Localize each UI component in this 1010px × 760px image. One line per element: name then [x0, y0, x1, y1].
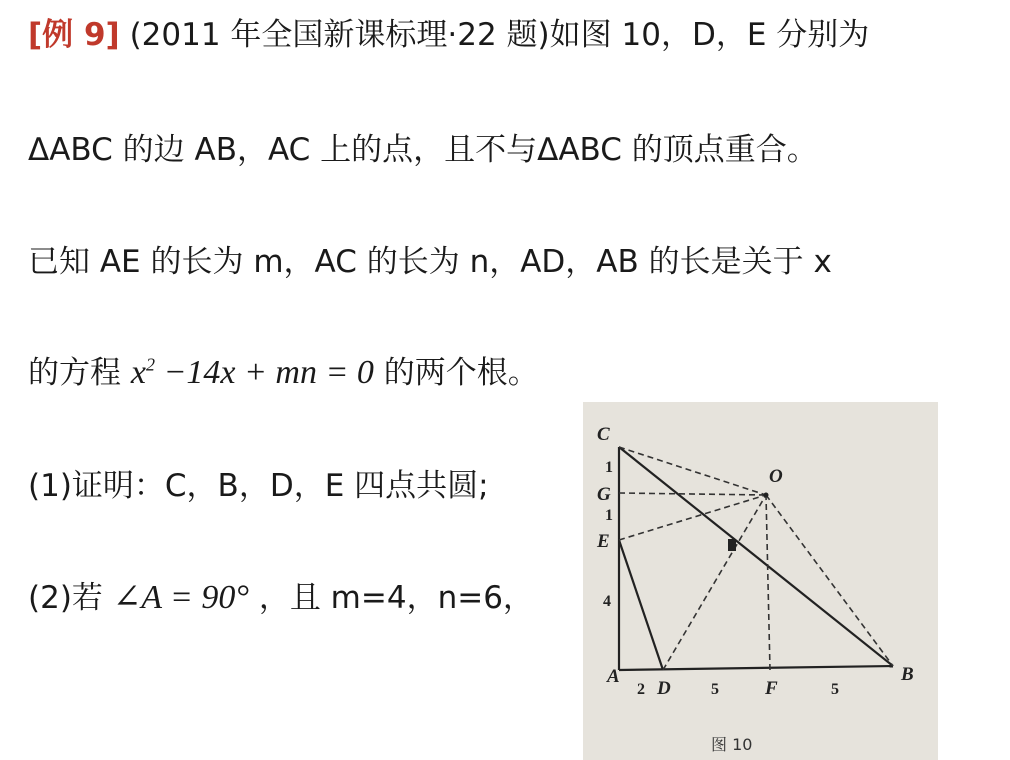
dashed-CO: [619, 447, 766, 495]
length-AD: 2: [637, 681, 645, 698]
example-tag: [例 9]: [28, 17, 120, 53]
question-2-prefix: (2)若: [28, 580, 103, 616]
dashed-EO: [619, 495, 766, 540]
problem-line-3: 已知 AE 的长为 m，AC 的长为 n，AD，AB 的长是关于 x: [28, 244, 832, 280]
question-1: (1)证明：C，B，D，E 四点共圆;: [28, 468, 489, 504]
point-label-C: C: [597, 424, 610, 445]
problem-header: [28, 15, 869, 55]
equation-suffix: 的两个根。: [383, 355, 539, 391]
problem-line-4: [28, 353, 539, 393]
problem-line-2: ΔABC 的边 AB，AC 上的点，且不与ΔABC 的顶点重合。: [28, 132, 818, 168]
point-label-G: G: [597, 484, 611, 505]
center-dot: [764, 493, 769, 498]
figure-caption: 图 10: [711, 735, 753, 754]
dashed-GO: [619, 493, 766, 495]
length-DF: 5: [711, 681, 719, 698]
question-2-suffix: ，且 m=4，n=6，: [258, 580, 534, 616]
point-label-A: A: [607, 666, 620, 687]
length-CG: 1: [605, 459, 613, 476]
point-label-O: O: [769, 466, 783, 487]
point-label-F: F: [765, 678, 778, 699]
length-FB: 5: [831, 681, 839, 698]
point-label-B: B: [901, 664, 914, 685]
midpoint-mark: [728, 539, 736, 551]
segment-ED: [619, 540, 663, 670]
length-EA: 4: [603, 593, 611, 610]
length-GE: 1: [605, 507, 613, 524]
geometry-figure: [583, 402, 938, 760]
side-AB: [619, 666, 893, 670]
point-label-D: D: [657, 678, 671, 699]
quadratic-equation: $x^2 -14x$ + mn = 0: [130, 354, 374, 391]
right-angle-condition: ∠A = 90°: [112, 579, 249, 616]
problem-source: (2011 年全国新课标理·22 题)如图 10，D，E 分别为: [129, 17, 870, 53]
equation-prefix: 的方程: [28, 355, 121, 391]
dashed-FO: [766, 495, 770, 670]
side-CB: [619, 447, 893, 666]
question-2: [28, 578, 534, 618]
triangle-sides: [619, 447, 893, 670]
point-label-E: E: [597, 531, 610, 552]
figure-svg: [583, 402, 938, 760]
